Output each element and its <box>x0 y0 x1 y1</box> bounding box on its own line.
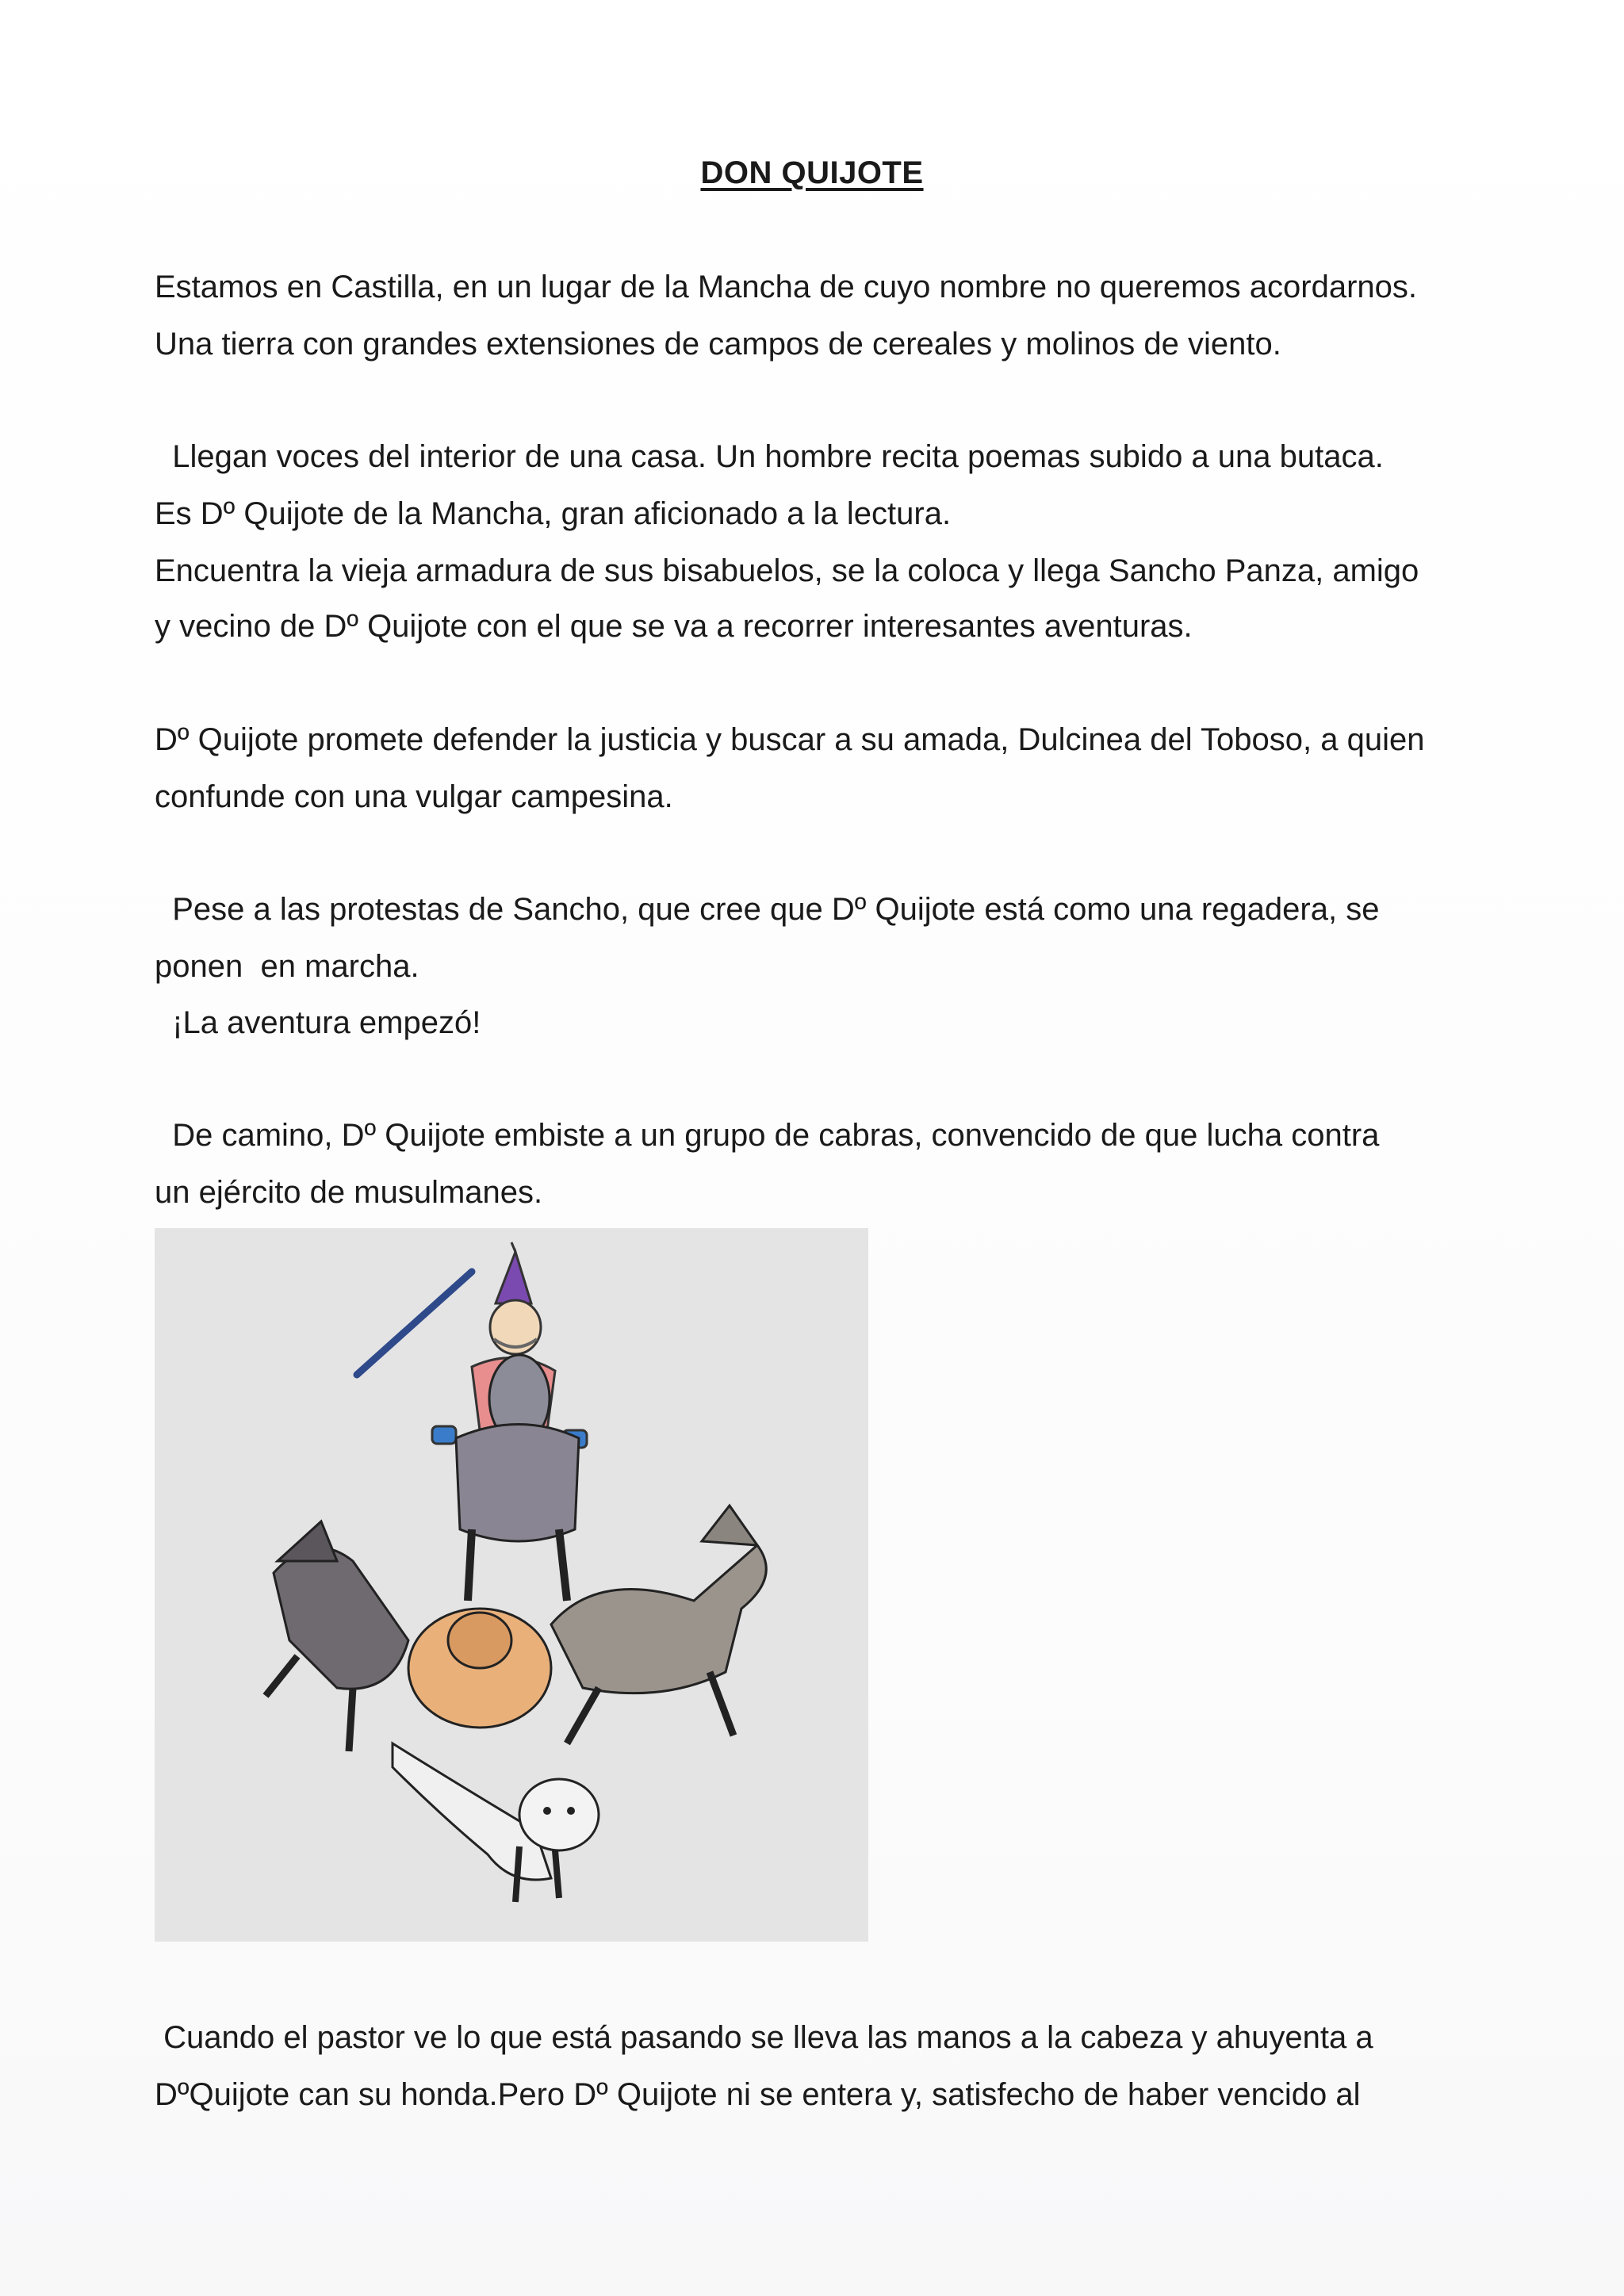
paragraph-line: un ejército de musulmanes. <box>155 1175 543 1210</box>
page-title: DON QUIJOTE <box>700 155 924 190</box>
illustration-drawing <box>155 1228 868 1942</box>
paragraph-line: Estamos en Castilla, en un lugar de la Mancha de cuyo nombre no queremos acordarnos. <box>155 270 1418 304</box>
paragraph-line: Una tierra con grandes extensiones de campos de cereales y molinos de viento. <box>155 327 1281 362</box>
paragraph-line: Dº Quijote promete defender la justicia y buscar a su amada, Dulcinea del Toboso, a quien <box>155 722 1425 757</box>
paragraph-line: y vecino de Dº Quijote con el que se va a recorrer interesantes aventuras. <box>155 609 1193 644</box>
paragraph-line: Cuando el pastor ve lo que está pasando se lleva las manos a la cabeza y ahuyenta a <box>155 2020 1373 2055</box>
paragraph-line: ponen en marcha. <box>155 949 419 984</box>
paragraph-line: ¡La aventura empezó! <box>155 1005 481 1040</box>
paragraph-line: Pese a las protestas de Sancho, que cree que Dº Quijote está como una regadera, se <box>155 892 1380 927</box>
paragraph-line: De camino, Dº Quijote embiste a un grupo de cabras, convencido de que lucha contra <box>155 1118 1380 1153</box>
paragraph-line: confunde con una vulgar campesina. <box>155 779 673 814</box>
paragraph-line: DºQuijote can su honda.Pero Dº Quijote ni se entera y, satisfecho de haber vencido al <box>155 2077 1361 2112</box>
paragraph-line: Es Dº Quijote de la Mancha, gran aficionado a la lectura. <box>155 496 952 531</box>
paragraph-line: Encuentra la vieja armadura de sus bisabuelos, se la coloca y llega Sancho Panza, amigo <box>155 553 1419 588</box>
paragraph-line: Llegan voces del interior de una casa. Un hombre recita poemas subido a una butaca. <box>155 439 1384 474</box>
